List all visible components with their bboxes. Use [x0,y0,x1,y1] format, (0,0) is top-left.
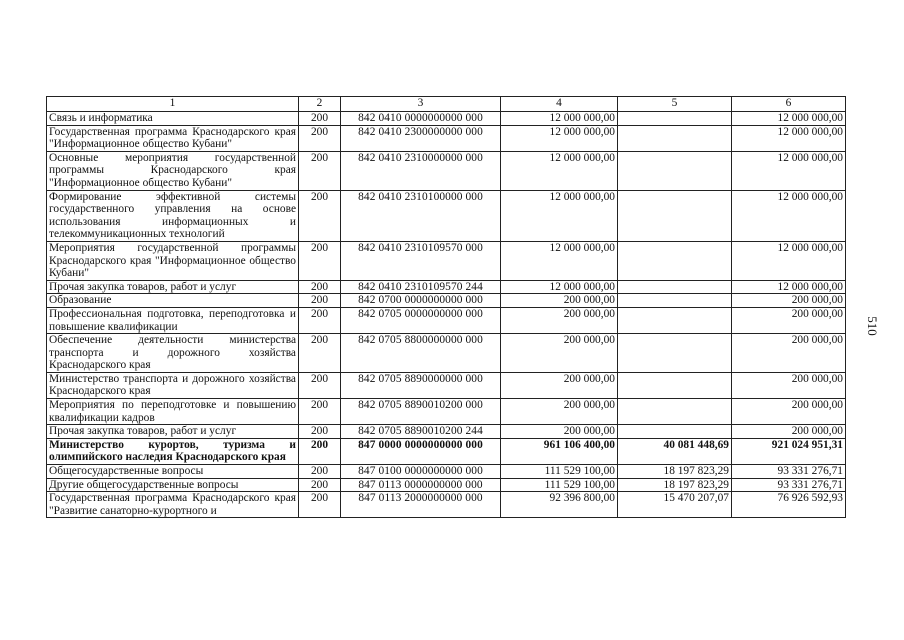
row-name: Основные мероприятия государственной программы Краснодарского края "Информационное общество Кубани" [47,151,299,190]
row-code: 200 [299,241,341,280]
row-amount-executed [618,151,732,190]
row-name: Мероприятия по переподготовке и повышению квалификации кадров [47,399,299,425]
row-amount-remaining: 93 331 276,71 [732,465,846,479]
row-classification: 847 0113 2000000000 000 [341,492,501,518]
table-row [47,112,846,126]
row-amount-planned: 200 000,00 [501,425,618,439]
row-name: Прочая закупка товаров, работ и услуг [47,425,299,439]
table-row [47,478,846,492]
row-classification: 842 0705 8890010200 244 [341,425,501,439]
table-row [47,190,846,241]
row-amount-remaining: 12 000 000,00 [732,112,846,126]
table-row [47,125,846,151]
row-amount-remaining: 200 000,00 [732,399,846,425]
row-name: Образование [47,294,299,308]
budget-table [46,96,846,518]
row-amount-planned: 92 396 800,00 [501,492,618,518]
row-amount-planned: 12 000 000,00 [501,125,618,151]
row-name: Министерство транспорта и дорожного хозяйства Краснодарского края [47,372,299,398]
row-code: 200 [299,112,341,126]
row-amount-planned: 961 106 400,00 [501,438,618,464]
row-name: Профессиональная подготовка, переподготовка и повышение квалификации [47,307,299,333]
row-name: Государственная программа Краснодарского края "Развитие санаторно-курортного и [47,492,299,518]
row-classification: 842 0410 0000000000 000 [341,112,501,126]
row-classification: 842 0705 8890000000 000 [341,372,501,398]
row-amount-executed [618,372,732,398]
row-classification: 842 0410 2310100000 000 [341,190,501,241]
row-amount-executed [618,425,732,439]
row-amount-executed [618,334,732,373]
row-amount-remaining: 12 000 000,00 [732,125,846,151]
table-row [47,492,846,518]
column-header: 5 [618,97,732,112]
row-amount-planned: 200 000,00 [501,372,618,398]
row-classification: 842 0705 8890010200 000 [341,399,501,425]
column-header: 4 [501,97,618,112]
row-name: Мероприятия государственной программы Краснодарского края "Информационное общество Кубани" [47,241,299,280]
row-name: Обеспечение деятельности министерства транспорта и дорожного хозяйства Краснодарского края [47,334,299,373]
row-classification: 847 0113 0000000000 000 [341,478,501,492]
row-amount-planned: 200 000,00 [501,307,618,333]
row-amount-executed: 18 197 823,29 [618,465,732,479]
row-code: 200 [299,190,341,241]
row-code: 200 [299,151,341,190]
row-amount-remaining: 12 000 000,00 [732,190,846,241]
row-code: 200 [299,478,341,492]
row-classification: 842 0410 2310109570 244 [341,280,501,294]
row-amount-planned: 200 000,00 [501,399,618,425]
table-row [47,425,846,439]
row-amount-executed [618,125,732,151]
row-classification: 847 0000 0000000000 000 [341,438,501,464]
table-row [47,151,846,190]
row-amount-executed: 18 197 823,29 [618,478,732,492]
row-amount-planned: 111 529 100,00 [501,465,618,479]
row-amount-remaining: 200 000,00 [732,425,846,439]
row-name: Общегосударственные вопросы [47,465,299,479]
row-amount-remaining: 200 000,00 [732,334,846,373]
row-amount-executed: 15 470 207,07 [618,492,732,518]
table-row [47,294,846,308]
row-code: 200 [299,294,341,308]
row-code: 200 [299,125,341,151]
row-classification: 842 0410 2300000000 000 [341,125,501,151]
table-row [47,465,846,479]
row-amount-remaining: 76 926 592,93 [732,492,846,518]
row-amount-remaining: 12 000 000,00 [732,241,846,280]
table-header-row [47,97,846,112]
table-row-ministry-total [47,438,846,464]
row-name: Прочая закупка товаров, работ и услуг [47,280,299,294]
row-code: 200 [299,399,341,425]
column-header: 3 [341,97,501,112]
row-code: 200 [299,372,341,398]
row-amount-planned: 12 000 000,00 [501,190,618,241]
row-classification: 842 0700 0000000000 000 [341,294,501,308]
column-header: 1 [47,97,299,112]
row-code: 200 [299,280,341,294]
page-number: 510 [864,316,880,336]
row-amount-remaining: 921 024 951,31 [732,438,846,464]
row-amount-planned: 200 000,00 [501,294,618,308]
row-amount-executed: 40 081 448,69 [618,438,732,464]
row-code: 200 [299,334,341,373]
row-amount-remaining: 12 000 000,00 [732,280,846,294]
table-row [47,241,846,280]
row-amount-executed [618,294,732,308]
row-classification: 842 0705 8800000000 000 [341,334,501,373]
row-amount-planned: 111 529 100,00 [501,478,618,492]
row-amount-executed [618,399,732,425]
row-amount-remaining: 200 000,00 [732,307,846,333]
row-amount-executed [618,280,732,294]
row-name: Связь и информатика [47,112,299,126]
row-name: Другие общегосударственные вопросы [47,478,299,492]
row-name: Министерство курортов, туризма и олимпийского наследия Краснодарского края [47,438,299,464]
row-classification: 847 0100 0000000000 000 [341,465,501,479]
row-name: Государственная программа Краснодарского края "Информационное общество Кубани" [47,125,299,151]
table-row [47,334,846,373]
row-amount-planned: 12 000 000,00 [501,241,618,280]
row-amount-remaining: 200 000,00 [732,294,846,308]
table-row [47,307,846,333]
column-header: 6 [732,97,846,112]
row-amount-planned: 12 000 000,00 [501,280,618,294]
column-header: 2 [299,97,341,112]
row-code: 200 [299,307,341,333]
row-amount-planned: 12 000 000,00 [501,112,618,126]
row-amount-remaining: 200 000,00 [732,372,846,398]
row-amount-remaining: 12 000 000,00 [732,151,846,190]
row-code: 200 [299,425,341,439]
row-code: 200 [299,438,341,464]
row-amount-executed [618,190,732,241]
row-amount-planned: 200 000,00 [501,334,618,373]
row-amount-executed [618,241,732,280]
row-name: Формирование эффективной системы государственного управления на основе использования информационных и телекоммуникационных технологий [47,190,299,241]
table-row [47,399,846,425]
row-code: 200 [299,465,341,479]
row-classification: 842 0410 2310109570 000 [341,241,501,280]
table-row [47,372,846,398]
row-classification: 842 0410 2310000000 000 [341,151,501,190]
row-code: 200 [299,492,341,518]
row-amount-remaining: 93 331 276,71 [732,478,846,492]
row-amount-executed [618,307,732,333]
table-row [47,280,846,294]
row-classification: 842 0705 0000000000 000 [341,307,501,333]
row-amount-executed [618,112,732,126]
row-amount-planned: 12 000 000,00 [501,151,618,190]
